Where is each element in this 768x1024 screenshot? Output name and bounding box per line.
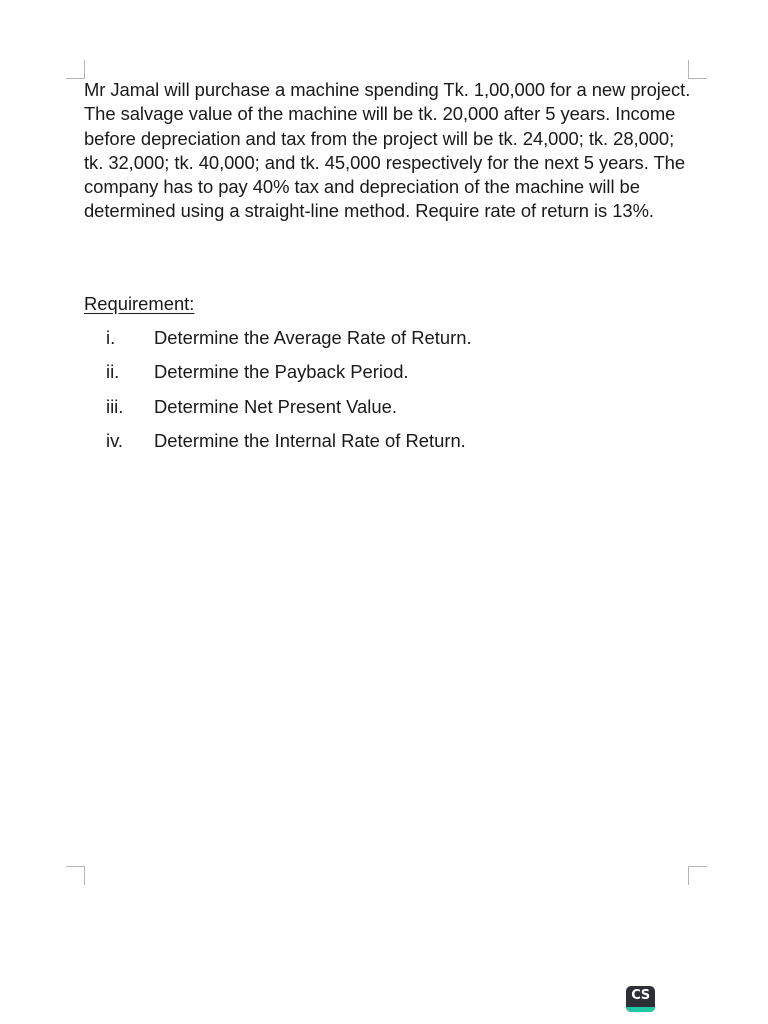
margin-corner-top-left — [66, 60, 85, 79]
problem-statement: Mr Jamal will purchase a machine spending Tk. 1,00,000 for a new project. The salvage value of the machine will be tk. 20,000 after 5 years. Income before depreciation and tax from the project will be tk. 24,000; tk. 28,000; tk. 32,000; tk. 40,000; and tk. 45,000 respectively for the next 5 years. The company has to pay 40% tax and depreciation of the machine will be determined using a straight-line method. Require rate of return is 13%. — [84, 79, 691, 222]
requirement-text: Determine the Internal Rate of Return. — [154, 429, 466, 451]
requirement-number: ii. — [106, 361, 120, 383]
margin-corner-bottom-left — [66, 866, 85, 885]
requirement-number: iii. — [106, 395, 124, 417]
margin-corner-bottom-right — [688, 866, 707, 885]
requirement-number: iv. — [106, 429, 124, 451]
requirement-text: Determine the Payback Period. — [154, 361, 409, 383]
logo-text: CS — [631, 988, 650, 1003]
camscanner-logo-icon — [626, 986, 655, 1012]
requirement-text: Determine Net Present Value. — [154, 395, 397, 417]
requirement-number: i. — [106, 327, 116, 348]
logo-accent-bar — [626, 1007, 655, 1012]
requirement-text: Determine the Average Rate of Return. — [154, 327, 472, 348]
requirement-heading: Requirement: — [84, 293, 195, 314]
margin-corner-top-right — [688, 60, 707, 79]
